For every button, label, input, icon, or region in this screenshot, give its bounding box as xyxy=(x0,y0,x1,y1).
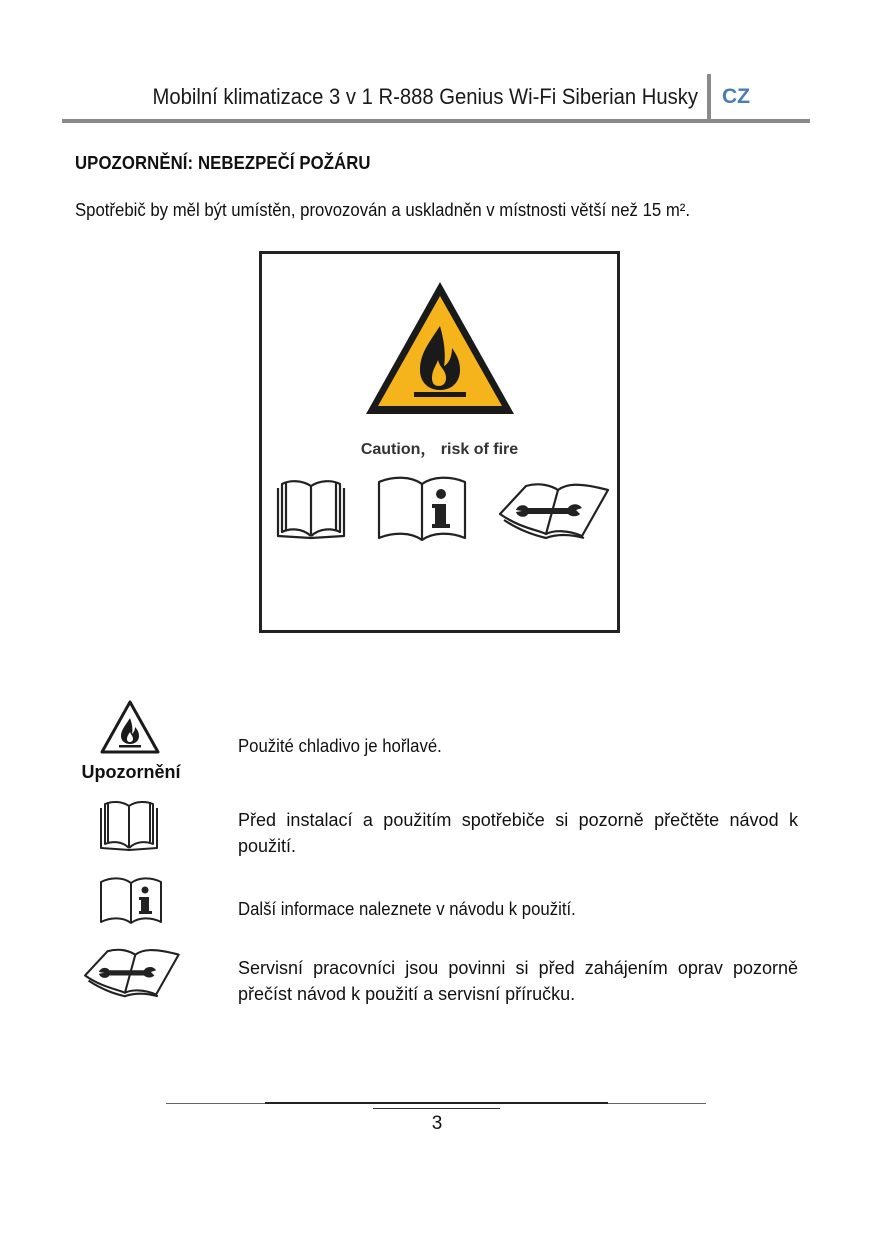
manual-book-icon xyxy=(98,798,160,852)
section-heading: UPOZORNĚNÍ: NEBEZPEČÍ POŽÁRU xyxy=(75,153,371,173)
info-book-icon xyxy=(375,474,469,544)
document-title: Mobilní klimatizace 3 v 1 R-888 Genius Wi-Fi Siberian Husky xyxy=(152,84,698,109)
legend-text-flammable: Použité chladivo je hořlavé. xyxy=(238,736,442,756)
legend-text-more-info: Další informace naleznete v návodu k použití. xyxy=(238,899,576,919)
legend-text-service: Servisní pracovníci jsou povinni si před zahájením oprav pozorně přečíst návod k použití a servisní příručku. xyxy=(238,958,798,1004)
header-rule xyxy=(62,119,810,123)
footer-rule-short xyxy=(373,1108,500,1109)
warning-caption: Upozornění xyxy=(81,762,181,782)
language-code: CZ xyxy=(722,85,750,108)
legend-text-read-manual: Před instalací a použitím spotřebiče si pozorně přečtěte návod k použití. xyxy=(238,810,798,856)
service-manual-icon xyxy=(496,480,610,540)
manual-book-icon xyxy=(274,476,348,540)
fire-warning-icon xyxy=(362,278,518,418)
caution-text: Caution， risk of fire xyxy=(360,441,519,458)
fire-warning-icon xyxy=(100,700,160,754)
intro-paragraph: Spotřebič by měl být umístěn, provozován a uskladněn v místnosti větší než 15 m². xyxy=(75,200,691,220)
header-divider xyxy=(707,74,711,122)
info-book-icon xyxy=(98,876,164,926)
service-manual-icon xyxy=(80,946,182,998)
page-number: 3 xyxy=(431,1113,443,1134)
footer-rule-bold xyxy=(265,1102,608,1104)
